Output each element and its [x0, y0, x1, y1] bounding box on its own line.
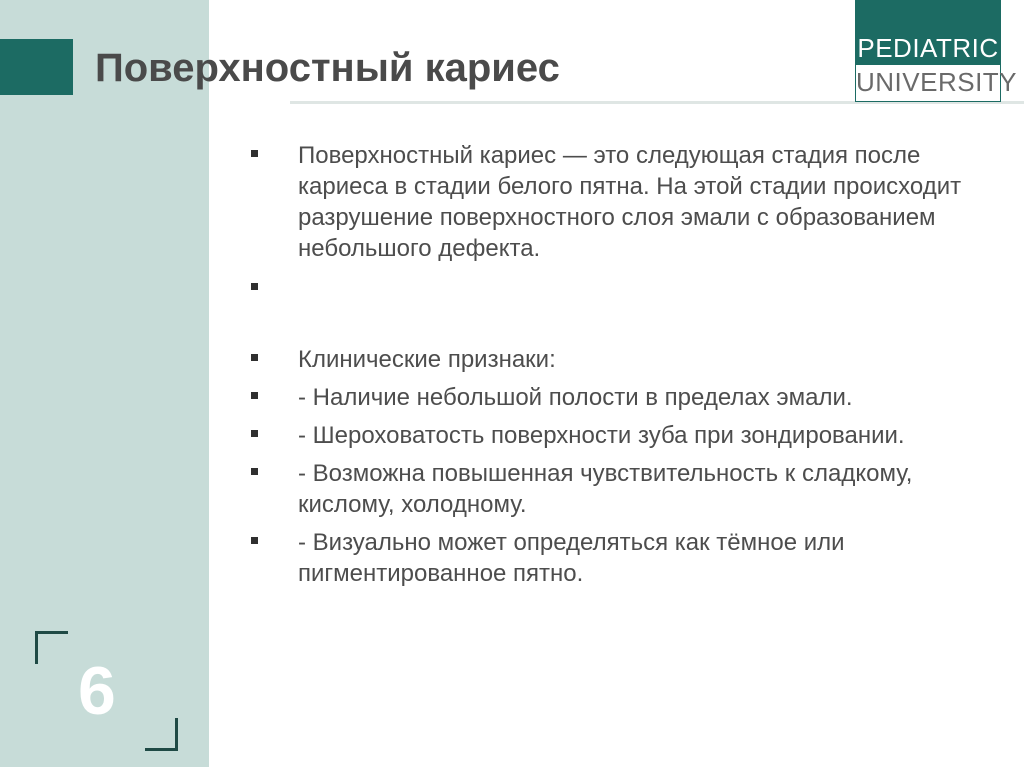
left-panel: [0, 0, 209, 767]
sign-text: - Возможна повышенная чувствительность к сладкому, кислому, холодному.: [298, 460, 913, 518]
list-item: [247, 527, 987, 589]
logo-line-2: UNIVERSITY: [855, 65, 1001, 102]
signs-heading: Клинические признаки:: [298, 346, 556, 373]
list-item: [247, 140, 987, 264]
list-item: [247, 420, 987, 451]
title-accent-block: [0, 39, 73, 95]
bullet-square-icon: [251, 283, 258, 290]
list-item: [247, 344, 987, 375]
page-title: Поверхностный кариес: [95, 46, 560, 90]
sign-text: - Наличие небольшой полости в пределах эмали.: [298, 384, 853, 411]
list-item: [247, 382, 987, 413]
corner-bracket-bottom-right: [145, 718, 178, 751]
list-item-empty: [247, 273, 987, 304]
bullet-square-icon: [251, 468, 258, 475]
slide-number: 6: [78, 653, 116, 729]
list-item: [247, 458, 987, 520]
bullet-square-icon: [251, 354, 258, 361]
bullet-square-icon: [251, 430, 258, 437]
sign-text: - Визуально может определяться как тёмное или пигментированное пятно.: [298, 529, 845, 587]
logo-line-1: PEDIATRIC: [855, 0, 1001, 65]
sign-text: - Шероховатость поверхности зуба при зондировании.: [298, 422, 905, 449]
content-list: [247, 140, 987, 589]
bullet-square-icon: [251, 392, 258, 399]
corner-bracket-top-left: [35, 631, 68, 664]
bullet-square-icon: [251, 537, 258, 544]
intro-text: Поверхностный кариес — это следующая стадия после кариеса в стадии белого пятна. На этой стадии происходит разрушение поверхностного слоя эмали с образованием небольшого дефекта.: [298, 142, 962, 262]
pediatric-university-logo: [855, 0, 1018, 102]
bullet-square-icon: [251, 150, 258, 157]
